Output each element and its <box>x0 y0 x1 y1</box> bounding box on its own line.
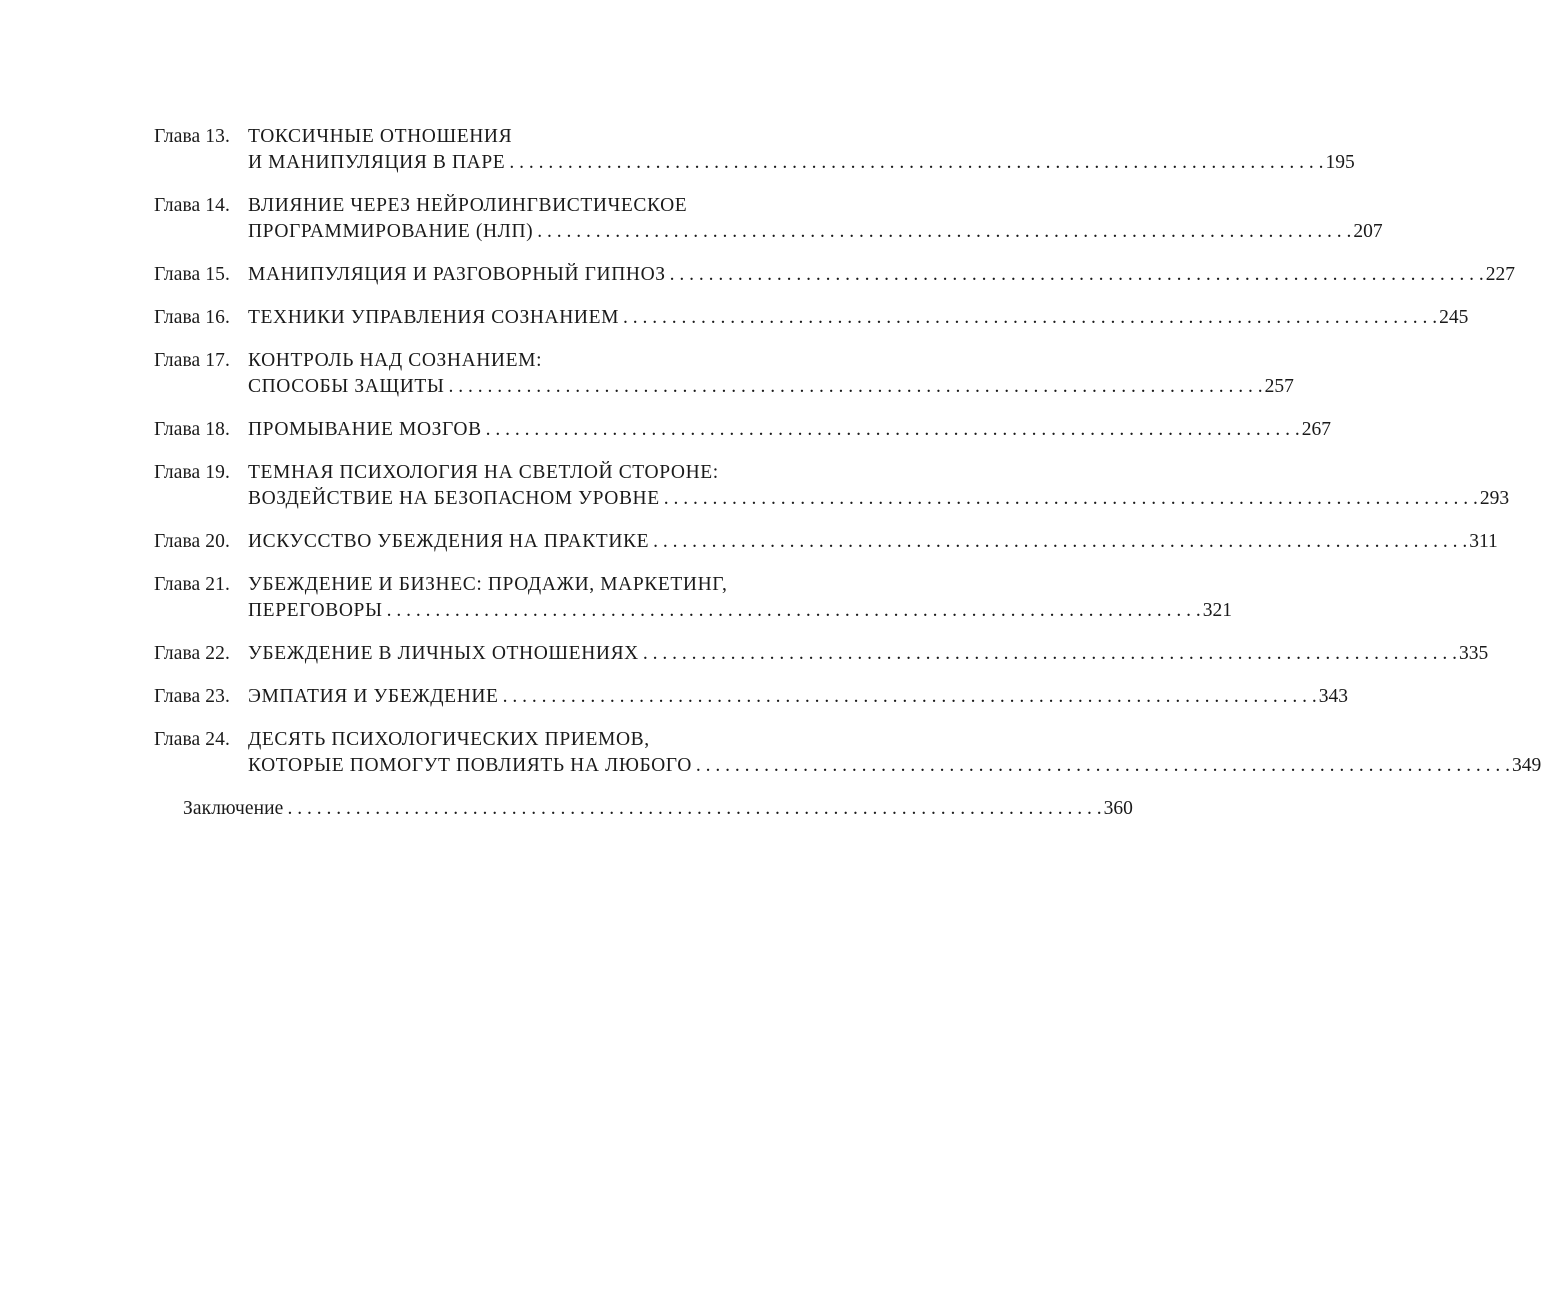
chapter-title: ЭМПАТИЯ И УБЕЖДЕНИЕ <box>248 686 499 707</box>
dot-leader <box>643 641 1457 667</box>
toc-entry[interactable] <box>154 305 1469 331</box>
chapter-label: Глава 14. <box>154 195 230 216</box>
toc-entry[interactable] <box>154 460 1510 512</box>
dot-leader <box>670 262 1484 288</box>
toc-entry-line <box>154 374 1294 400</box>
toc-entry[interactable] <box>154 124 1355 176</box>
chapter-title: ТОКСИЧНЫЕ ОТНОШЕНИЯ <box>248 126 513 147</box>
chapter-title: ПЕРЕГОВОРЫ <box>248 600 383 621</box>
toc-entry[interactable] <box>154 262 1516 288</box>
page-number: 245 <box>1439 307 1469 328</box>
toc-entry[interactable] <box>154 727 1541 779</box>
dot-leader <box>537 219 1351 245</box>
dot-leader <box>486 417 1300 443</box>
chapter-label: Глава 18. <box>154 419 230 440</box>
toc-entry-line <box>154 262 1516 288</box>
toc-entry-conclusion[interactable] <box>154 796 1133 822</box>
page-number: 195 <box>1325 152 1355 173</box>
toc-entry-line <box>154 219 1383 245</box>
page-number: 293 <box>1479 488 1510 509</box>
chapter-title: КОТОРЫЕ ПОМОГУТ ПОВЛИЯТЬ НА ЛЮБОГО <box>248 755 692 776</box>
table-of-contents <box>154 124 1541 839</box>
chapter-label: Глава 21. <box>154 574 230 595</box>
chapter-title: УБЕЖДЕНИЕ В ЛИЧНЫХ ОТНОШЕНИЯХ <box>248 643 639 664</box>
toc-entry[interactable] <box>154 193 1383 245</box>
chapter-title: УБЕЖДЕНИЕ И БИЗНЕС: ПРОДАЖИ, МАРКЕТИНГ, <box>248 574 728 595</box>
toc-entry-line <box>154 417 1332 443</box>
toc-entry-line <box>154 193 816 219</box>
chapter-title: ВОЗДЕЙСТВИЕ НА БЕЗОПАСНОМ УРОВНЕ <box>248 488 660 509</box>
toc-entry-line <box>154 684 1348 710</box>
page-number: 349 <box>1512 755 1541 776</box>
chapter-label: Глава 15. <box>154 264 230 285</box>
toc-entry-line <box>154 150 1355 176</box>
dot-leader <box>503 684 1317 710</box>
toc-entry-line <box>154 529 1498 555</box>
chapter-label: Глава 13. <box>154 126 230 147</box>
dot-leader <box>509 150 1323 176</box>
chapter-title: ВЛИЯНИЕ ЧЕРЕЗ НЕЙРОЛИНГВИСТИЧЕСКОЕ <box>248 195 688 216</box>
page-number: 343 <box>1318 686 1348 707</box>
chapter-label: Глава 24. <box>154 729 230 750</box>
chapter-label: Глава 22. <box>154 643 230 664</box>
chapter-label: Глава 23. <box>154 686 230 707</box>
toc-entry-line <box>154 727 816 753</box>
chapter-title: ПРОМЫВАНИЕ МОЗГОВ <box>248 419 482 440</box>
dot-leader <box>623 305 1437 331</box>
toc-entry-line <box>154 460 816 486</box>
toc-entry[interactable] <box>154 572 1232 624</box>
toc-entry-line <box>154 641 1489 667</box>
page-number: 227 <box>1485 264 1516 285</box>
toc-entry-line <box>154 572 816 598</box>
toc-entry-line <box>154 305 1469 331</box>
toc-entry-line <box>154 598 1232 624</box>
chapter-title: СПОСОБЫ ЗАЩИТЫ <box>248 376 445 397</box>
page-number: 311 <box>1469 531 1498 552</box>
chapter-title: ПРОГРАММИРОВАНИЕ (НЛП) <box>248 221 534 242</box>
dot-leader <box>449 374 1263 400</box>
toc-entry[interactable] <box>154 529 1498 555</box>
toc-entry[interactable] <box>154 348 1294 400</box>
page-number: 207 <box>1353 221 1383 242</box>
page-number: 321 <box>1202 600 1232 621</box>
page-number: 360 <box>1103 798 1133 819</box>
page-number: 267 <box>1301 419 1332 440</box>
page-number: 257 <box>1264 376 1294 397</box>
chapter-title: КОНТРОЛЬ НАД СОЗНАНИЕМ: <box>248 350 543 371</box>
dot-leader <box>664 486 1478 512</box>
chapter-label: Глава 17. <box>154 350 230 371</box>
toc-entry[interactable] <box>154 417 1332 443</box>
toc-entry-line <box>154 124 816 150</box>
chapter-title: ТЕМНАЯ ПСИХОЛОГИЯ НА СВЕТЛОЙ СТОРОНЕ: <box>248 462 719 483</box>
toc-entry-line <box>154 796 1133 822</box>
dot-leader <box>387 598 1201 624</box>
chapter-title: ДЕСЯТЬ ПСИХОЛОГИЧЕСКИХ ПРИЕМОВ, <box>248 729 650 750</box>
chapter-label: Глава 19. <box>154 462 230 483</box>
conclusion-title: Заключение <box>183 798 284 819</box>
chapter-title: МАНИПУЛЯЦИЯ И РАЗГОВОРНЫЙ ГИПНОЗ <box>248 264 666 285</box>
chapter-label: Глава 16. <box>154 307 230 328</box>
dot-leader <box>696 753 1510 779</box>
toc-entry-line <box>154 753 1541 779</box>
chapter-title: ТЕХНИКИ УПРАВЛЕНИЯ СОЗНАНИЕМ <box>248 307 620 328</box>
chapter-label: Глава 20. <box>154 531 230 552</box>
dot-leader <box>287 796 1101 822</box>
chapter-title: ИСКУССТВО УБЕЖДЕНИЯ НА ПРАКТИКЕ <box>248 531 650 552</box>
page-number: 335 <box>1458 643 1489 664</box>
toc-entry-line <box>154 348 816 374</box>
chapter-title: И МАНИПУЛЯЦИЯ В ПАРЕ <box>248 152 506 173</box>
toc-entry[interactable] <box>154 684 1348 710</box>
toc-entry-line <box>154 486 1510 512</box>
dot-leader <box>653 529 1467 555</box>
toc-entry[interactable] <box>154 641 1489 667</box>
